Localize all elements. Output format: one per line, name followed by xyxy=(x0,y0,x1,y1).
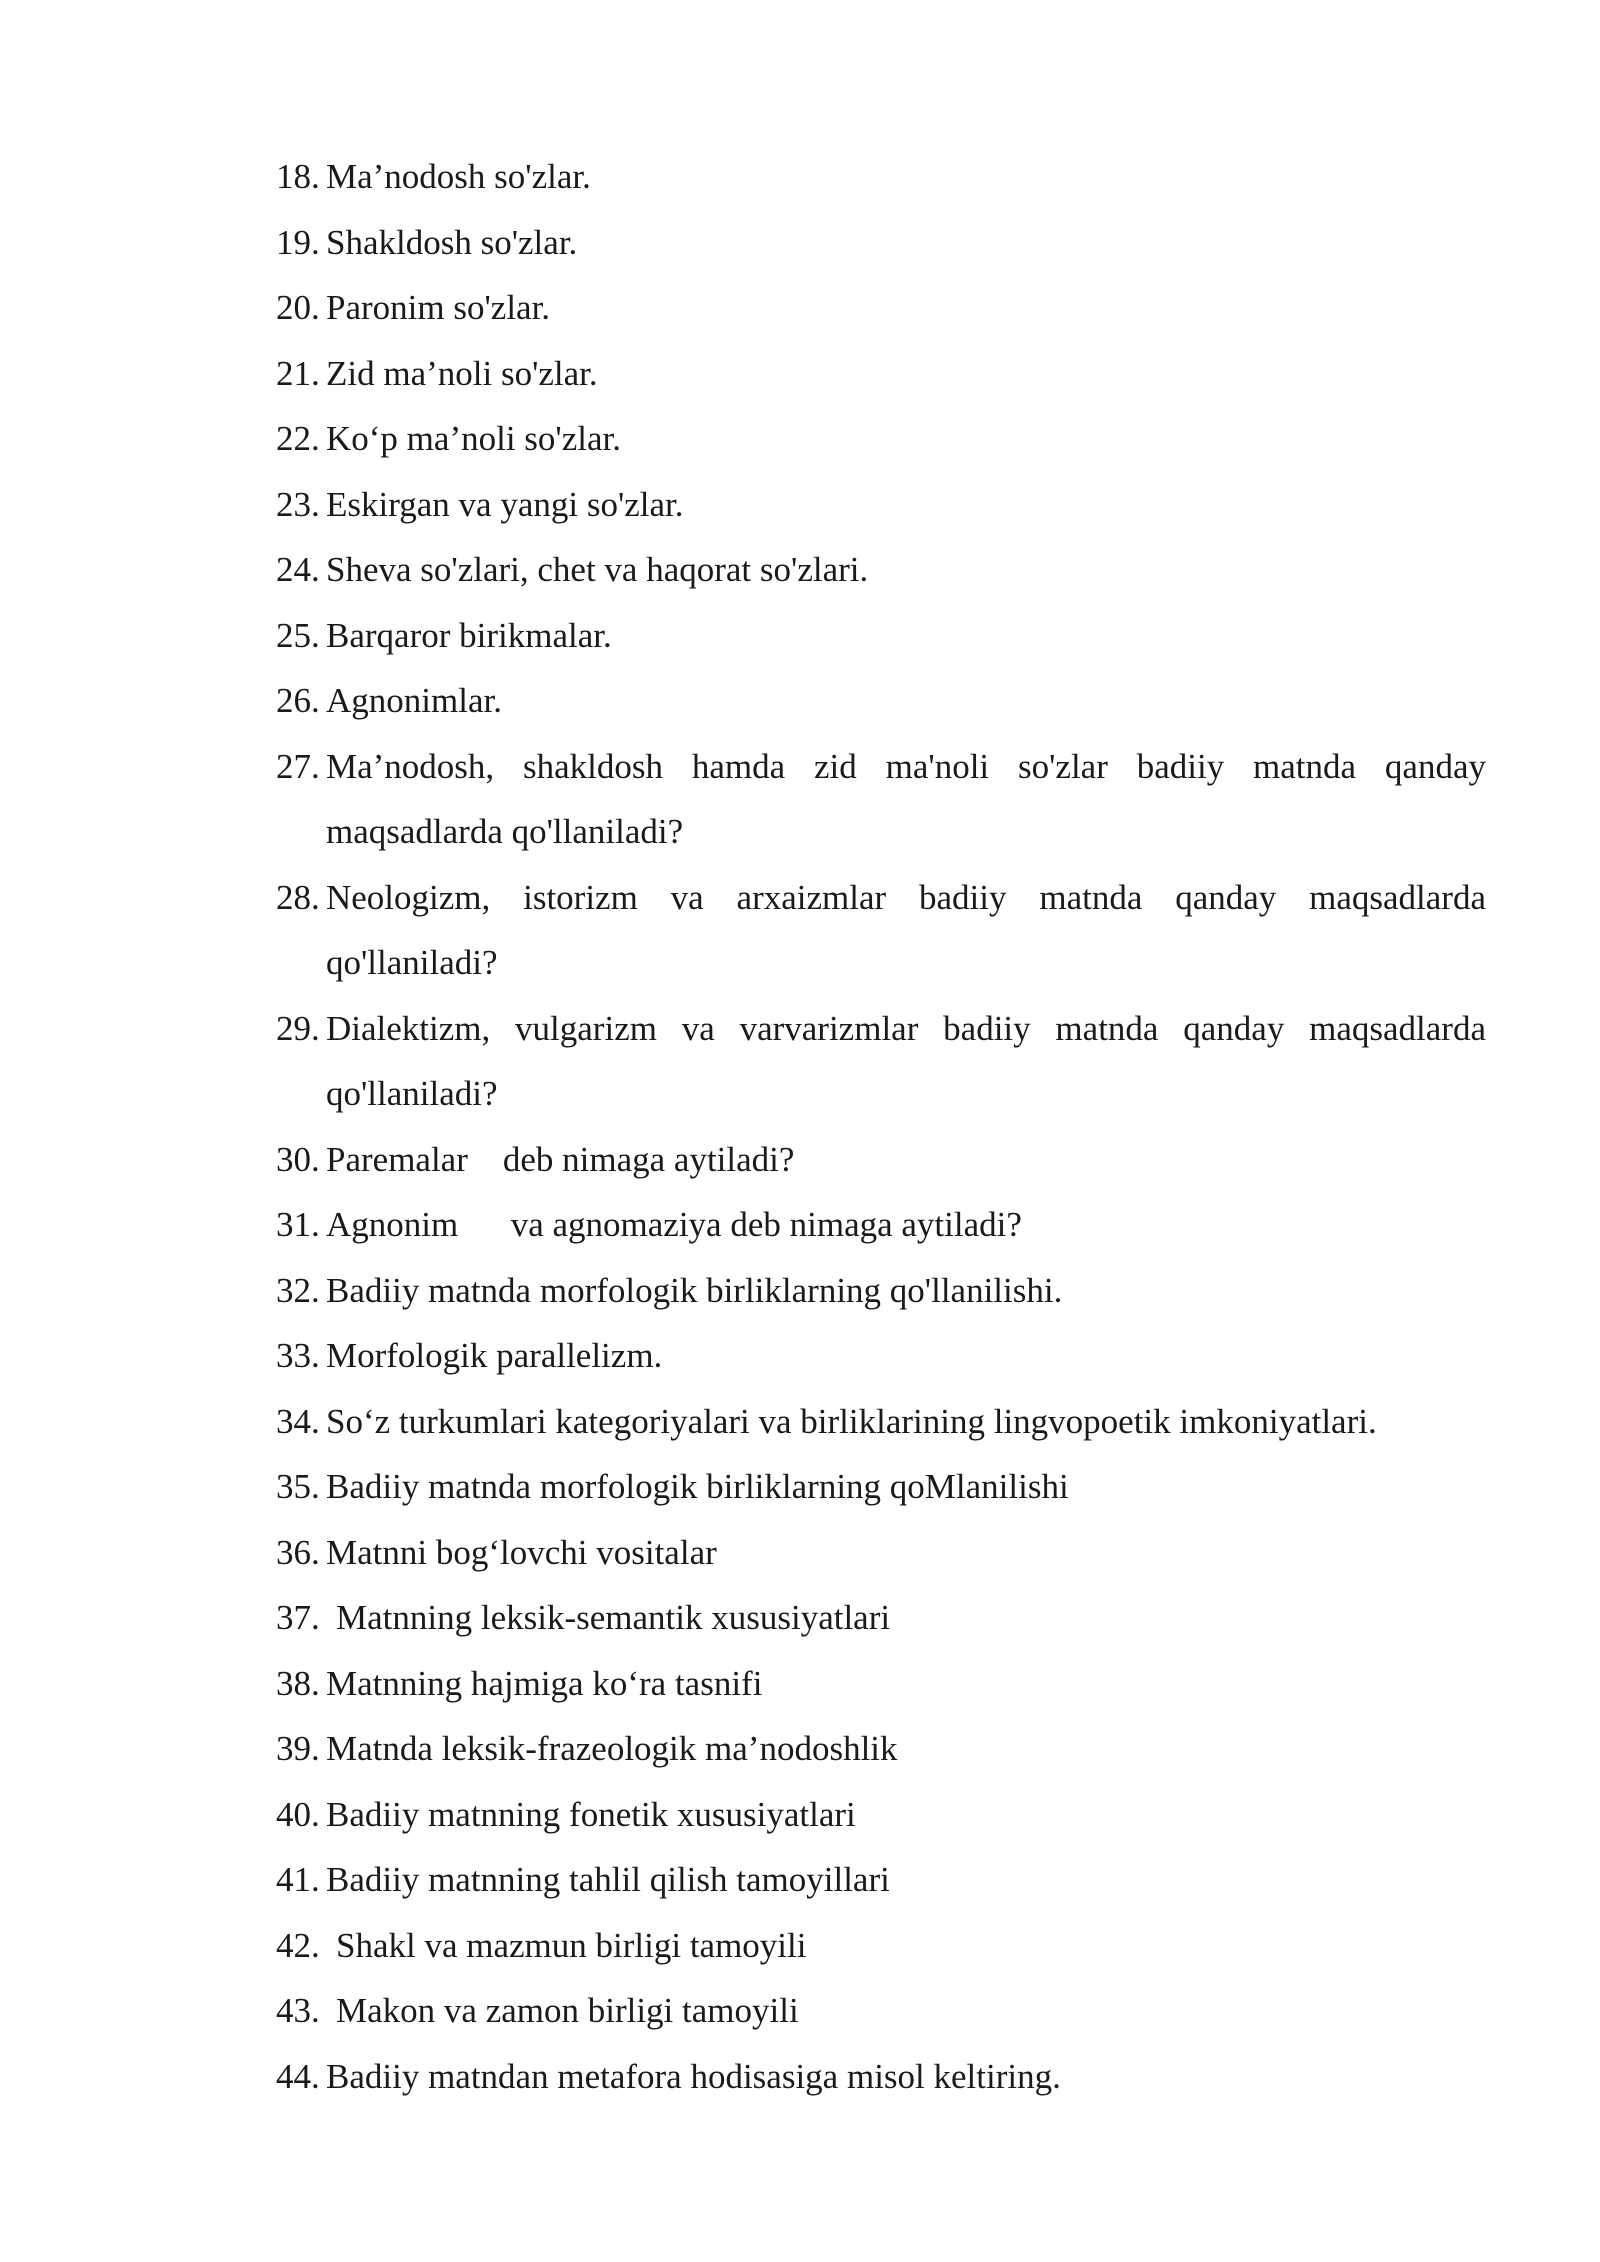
item-number: 34. xyxy=(276,1401,320,1441)
item-number: 29. xyxy=(276,1008,320,1048)
item-text: Paronim so'zlar. xyxy=(326,288,551,327)
question-list xyxy=(276,144,1486,2109)
item-text: Dialektizm, vulgarizm va varvarizmlar badiiy matnda qanday maqsadlarda qo'llaniladi? xyxy=(326,1008,1486,1113)
list-item xyxy=(276,1389,1486,1455)
item-text: So‘z turkumlari kategoriyalari va birliklarining lingvopoetik imkoniyatlari. xyxy=(326,1401,1377,1441)
list-item xyxy=(276,1454,1486,1520)
item-number: 23. xyxy=(276,484,320,524)
item-text: Badiiy matnning fonetik xususiyatlari xyxy=(326,1794,856,1834)
item-number: 35. xyxy=(276,1467,320,1506)
item-text: Matnni bog‘lovchi vositalar xyxy=(326,1532,717,1572)
item-text: Shakl va mazmun birligi tamoyili xyxy=(336,1925,807,1965)
list-item xyxy=(276,144,1486,210)
list-item xyxy=(276,210,1486,276)
list-item xyxy=(276,537,1486,603)
item-number: 40. xyxy=(276,1794,320,1834)
list-item xyxy=(276,996,1486,1127)
list-item xyxy=(276,2044,1486,2110)
list-item xyxy=(276,603,1486,669)
item-number: 19. xyxy=(276,222,320,262)
item-number: 21. xyxy=(276,353,320,393)
list-item xyxy=(276,1913,1486,1979)
item-number: 20. xyxy=(276,288,320,327)
item-number: 24. xyxy=(276,550,320,589)
item-text: Badiiy matndan metafora hodisasiga misol keltiring. xyxy=(326,2056,1061,2096)
item-text: Ko‘p ma’noli so'zlar. xyxy=(326,419,621,458)
item-number: 25. xyxy=(276,615,320,655)
list-item xyxy=(276,668,1486,734)
item-number: 22. xyxy=(276,419,320,458)
item-number: 32. xyxy=(276,1270,320,1310)
item-number: 31. xyxy=(276,1205,320,1244)
item-text: Sheva so'zlari, chet va haqorat so'zlari. xyxy=(326,550,869,589)
list-item xyxy=(276,1585,1486,1651)
item-number: 41. xyxy=(276,1860,320,1899)
list-item xyxy=(276,1847,1486,1913)
item-text: Makon va zamon birligi tamoyili xyxy=(336,1991,799,2030)
item-number: 37. xyxy=(276,1598,320,1637)
item-text: Badiiy matnda morfologik birliklarning qoMlanilishi xyxy=(326,1467,1069,1506)
list-item xyxy=(276,275,1486,341)
item-text: Ma’nodosh, shakldosh hamda zid ma'noli so'zlar badiiy matnda qanday maqsadlarda qo'llaniladi? xyxy=(326,746,1486,851)
item-text: Eskirgan va yangi so'zlar. xyxy=(326,484,684,524)
item-number: 38. xyxy=(276,1663,320,1703)
list-item xyxy=(276,1782,1486,1848)
item-number: 27. xyxy=(276,746,320,786)
list-item xyxy=(276,406,1486,472)
item-text: Ma’nodosh so'zlar. xyxy=(326,157,591,196)
item-text: Badiiy matnning tahlil qilish tamoyillari xyxy=(326,1860,890,1899)
item-text: Zid ma’noli so'zlar. xyxy=(326,353,598,393)
list-item xyxy=(276,1520,1486,1586)
item-text: Agnonim va agnomaziya deb nimaga aytiladi? xyxy=(326,1205,1022,1244)
list-item xyxy=(276,1258,1486,1324)
item-text: Agnonimlar. xyxy=(326,681,502,720)
item-number: 33. xyxy=(276,1336,320,1375)
item-text: Matnda leksik-frazeologik ma’nodoshlik xyxy=(326,1729,898,1768)
item-text: Neologizm, istorizm va arxaizmlar badiiy matnda qanday maqsadlarda qo'llaniladi? xyxy=(326,877,1486,982)
item-text: Morfologik parallelizm. xyxy=(326,1336,663,1375)
list-item xyxy=(276,865,1486,996)
item-text: Paremalar deb nimaga aytiladi? xyxy=(326,1139,795,1179)
item-text: Shakldosh so'zlar. xyxy=(326,222,578,262)
list-item xyxy=(276,1127,1486,1193)
list-item xyxy=(276,1323,1486,1389)
item-number: 36. xyxy=(276,1532,320,1572)
item-number: 43. xyxy=(276,1991,320,2030)
item-text: Matnning leksik-semantik xususiyatlari xyxy=(336,1598,891,1637)
list-item xyxy=(276,1651,1486,1717)
item-number: 44. xyxy=(276,2056,320,2096)
list-item xyxy=(276,341,1486,407)
list-item xyxy=(276,734,1486,865)
item-text: Matnning hajmiga ko‘ra tasnifi xyxy=(326,1663,763,1703)
item-number: 42. xyxy=(276,1925,320,1965)
item-number: 18. xyxy=(276,157,320,196)
list-item xyxy=(276,1192,1486,1258)
item-number: 30. xyxy=(276,1139,320,1179)
list-item xyxy=(276,472,1486,538)
list-item xyxy=(276,1978,1486,2044)
item-number: 28. xyxy=(276,877,320,917)
item-number: 26. xyxy=(276,681,320,720)
list-item xyxy=(276,1716,1486,1782)
item-text: Badiiy matnda morfologik birliklarning qo'llanilishi. xyxy=(326,1270,1063,1310)
item-text: Barqaror birikmalar. xyxy=(326,615,612,655)
item-number: 39. xyxy=(276,1729,320,1768)
